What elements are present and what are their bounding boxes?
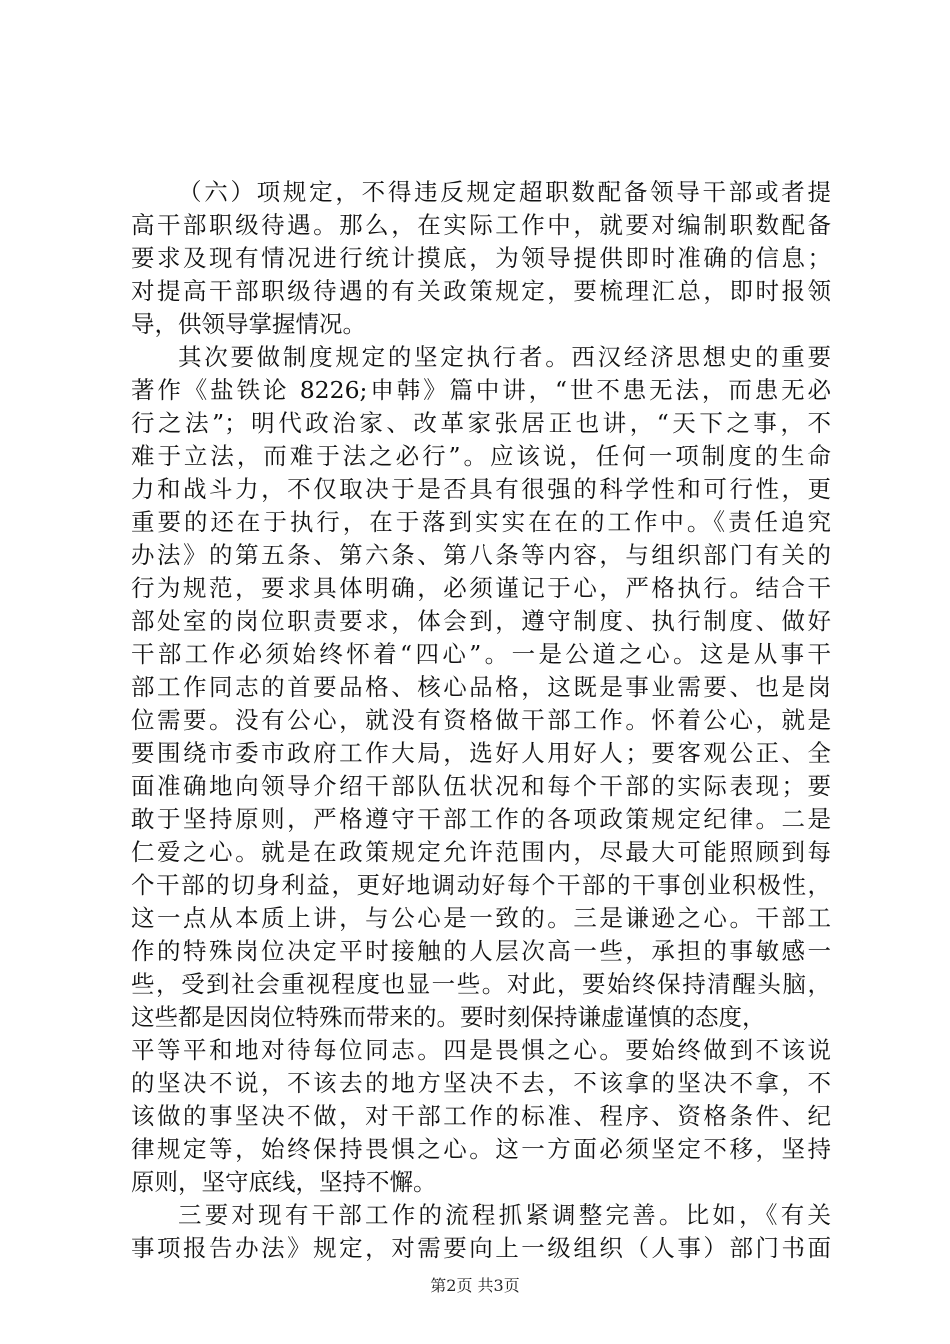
text-line: 个干部的切身利益，更好地调动好每个干部的干事创业积极性， [131, 871, 831, 899]
text-line: 仁爱之心。就是在政策规定允许范围内，尽最大可能照顾到每 [131, 838, 831, 866]
text-line: 位需要。没有公心，就没有资格做干部工作。怀着公心，就是 [131, 706, 831, 734]
text-line: 著作《盐铁论 8226;申韩》篇中讲，“世不患无法，而患无必 [131, 376, 831, 404]
text-line: 高干部职级待遇。那么，在实际工作中，就要对编制职数配备 [131, 211, 831, 239]
text-line: 部处室的岗位职责要求，体会到，遵守制度、执行制度、做好 [131, 607, 831, 635]
text-line: 重要的还在于执行，在于落到实实在在的工作中。《责任追究 [131, 508, 831, 536]
text-line: 部工作同志的首要品格、核心品格，这既是事业需要、也是岗 [131, 673, 831, 701]
text-line: 面准确地向领导介绍干部队伍状况和每个干部的实际表现；要 [131, 772, 831, 800]
text-line: 该做的事坚决不做，对干部工作的标准、程序、资格条件、纪 [131, 1102, 831, 1130]
text-line: 对提高干部职级待遇的有关政策规定，要梳理汇总，即时报领 [131, 277, 831, 305]
document-body [131, 176, 831, 1265]
text-line: （六）项规定，不得违反规定超职数配备领导干部或者提 [178, 178, 831, 206]
text-line: 三要对现有干部工作的流程抓紧调整完善。比如，《有关 [178, 1201, 831, 1229]
text-line: 要求及现有情况进行统计摸底，为领导提供即时准确的信息； [131, 244, 831, 272]
text-line: 要围绕市委市政府工作大局，选好人用好人；要客观公正、全 [131, 739, 831, 767]
text-line: 力和战斗力，不仅取决于是否具有很强的科学性和可行性，更 [131, 475, 831, 503]
text-line: 其次要做制度规定的坚定执行者。西汉经济思想史的重要 [178, 343, 831, 371]
text-line: 作的特殊岗位决定平时接触的人层次高一些，承担的事敏感一 [131, 937, 831, 965]
text-line: 行为规范，要求具体明确，必须谨记于心，严格执行。结合干 [131, 574, 831, 602]
text-line: 原则，坚守底线，坚持不懈。 [131, 1168, 437, 1196]
text-line: 行之法”；明代政治家、改革家张居正也讲，“天下之事，不 [131, 409, 831, 437]
page-footer: 第2页 共3页 [430, 1276, 520, 1295]
text-line: 干部工作必须始终怀着“四心”。一是公道之心。这是从事干 [131, 640, 831, 668]
text-line: 的坚决不说，不该去的地方坚决不去，不该拿的坚决不拿，不 [131, 1069, 831, 1097]
text-line: 这一点从本质上讲，与公心是一致的。三是谦逊之心。干部工 [131, 904, 831, 932]
text-line: 敢于坚持原则，严格遵守干部工作的各项政策规定纪律。二是 [131, 805, 831, 833]
text-line: 导，供领导掌握情况。 [131, 310, 366, 338]
text-line: 平等平和地对待每位同志。四是畏惧之心。要始终做到不该说 [131, 1036, 831, 1064]
text-line: 事项报告办法》规定，对需要向上一级组织（人事）部门书面 [131, 1234, 831, 1262]
text-line: 律规定等，始终保持畏惧之心。这一方面必须坚定不移，坚持 [131, 1135, 831, 1163]
text-line: 难于立法，而难于法之必行”。应该说，任何一项制度的生命 [131, 442, 831, 470]
text-line: 这些都是因岗位特殊而带来的。要时刻保持谦虚谨慎的态度， [131, 1003, 766, 1031]
text-line: 些，受到社会重视程度也显一些。对此，要始终保持清醒头脑， [131, 970, 831, 998]
text-line: 办法》的第五条、第六条、第八条等内容，与组织部门有关的 [131, 541, 831, 569]
